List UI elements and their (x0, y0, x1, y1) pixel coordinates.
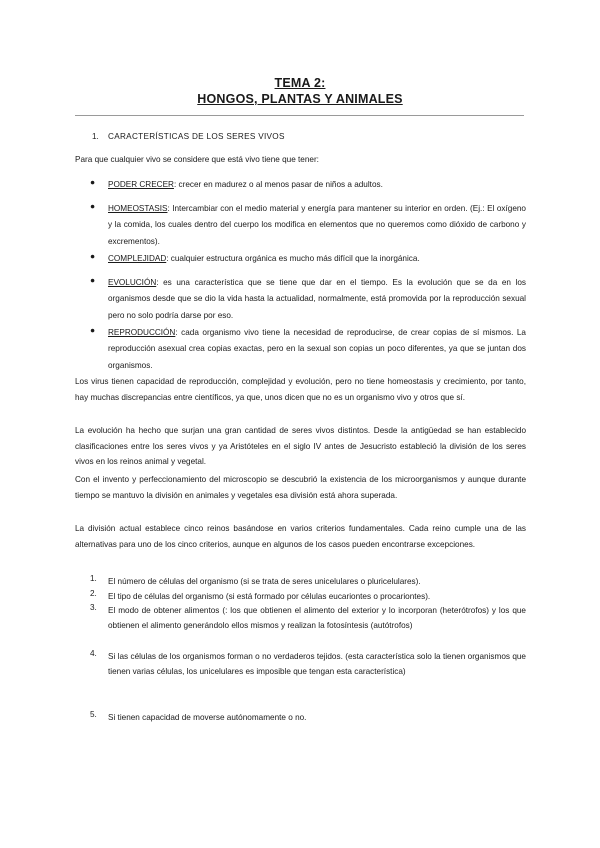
bullet-text: : Intercambiar con el medio material y energía para mantener su interior en orden. (Ej.: El oxígeno y la comida, los cuales dentro del cuerpo los modifica en elementos que no queremos como dióxido de carbono y excrementos). (108, 204, 526, 246)
criteria-item: El modo de obtener alimentos (: los que obtienen el alimento del exterior y lo incorporan (heterótrofos) y los que obtienen el alimento generándolo ellos mismos y realizan la fotosíntesis (autótrofos) (108, 606, 526, 631)
list-number: 3. (90, 603, 97, 612)
section-heading: CARACTERÍSTICAS DE LOS SERES VIVOS (108, 132, 285, 141)
document-title-line2: HONGOS, PLANTAS Y ANIMALES (197, 92, 403, 106)
bullet-text: : es una característica que se tiene que dar en el tiempo. Es la evolución que se da en los organismos desde que se dio la vida hasta la actualidad, normalmente, está promovida por la reproducción sexual pero no solo podría darse por eso. (108, 278, 526, 320)
paragraph-five-kingdoms: La división actual establece cinco reinos basándose en varios criterios fundamentales. Cada reino cumple una de las alternativas para uno de los cinco criterios, aunque en algunos de los casos pueden encontrarse excepciones. (75, 524, 526, 549)
bullet-dot: ● (90, 275, 96, 285)
list-number: 5. (90, 710, 97, 719)
criteria-item: El número de células del organismo (si se trata de seres unicelulares o pluricelulares). (108, 577, 421, 586)
bullet-item (108, 251, 526, 267)
bullet-term: PODER CRECER (108, 180, 174, 189)
bullet-dot: ● (90, 251, 96, 261)
paragraph-microscope: Con el invento y perfeccionamiento del microscopio se descubrió la existencia de los microorganismos y aunque durante tiempo se mantuvo la división en animales y vegetales esa división está ahora superada. (75, 475, 526, 500)
section-number: 1. (92, 132, 99, 141)
bullet-item (108, 325, 526, 374)
bullet-term: COMPLEJIDAD (108, 254, 167, 263)
criteria-item: Si tienen capacidad de moverse autónomamente o no. (108, 713, 307, 722)
intro-paragraph: Para que cualquier vivo se considere que está vivo tiene que tener: (75, 155, 319, 164)
bullet-dot: ● (90, 177, 96, 187)
bullet-text: : cualquier estructura orgánica es mucho más difícil que la inorgánica. (166, 254, 420, 263)
list-number: 2. (90, 589, 97, 598)
bullet-term: HOMEOSTASIS (108, 204, 168, 213)
title-divider (75, 115, 524, 116)
criteria-item: El tipo de células del organismo (si está formado por células eucariontes o procariontes). (108, 592, 431, 601)
bullet-item (108, 201, 526, 250)
paragraph-evolution: La evolución ha hecho que surjan una gran cantidad de seres vivos distintos. Desde la antigüedad se han establecido clasificaciones entre los seres vivos y ya Aristóteles en el siglo IV antes de Jesucristo estableció la división de los seres vivos en los reinos animal y vegetal. (75, 426, 526, 466)
bullet-term: EVOLUCIÓN (108, 278, 157, 287)
document-title-line1: TEMA 2: (274, 76, 326, 90)
bullet-text: : crecer en madurez o al menos pasar de niños a adultos. (173, 180, 383, 189)
bullet-dot: ● (90, 201, 96, 211)
bullet-item (108, 177, 526, 193)
paragraph-virus: Los virus tienen capacidad de reproducción, complejidad y evolución, pero no tiene homeostasis y crecimiento, por tanto, hay muchas discrepancias entre científicos, ya que, unos dicen que no es un organismo vivo y otros que sí. (75, 377, 526, 402)
bullet-item (108, 275, 526, 324)
criteria-item: Si las células de los organismos forman o no verdaderos tejidos. (esta característica solo la tienen organismos que tienen varias células, los unicelulares es imposible que tengan esta característica) (108, 652, 526, 677)
bullet-dot: ● (90, 325, 96, 335)
list-number: 1. (90, 574, 97, 583)
bullet-text: : cada organismo vivo tiene la necesidad de reproducirse, de crear copias de sí mismos. La reproducción asexual crea copias exactas, pero en la sexual son copias un poco diferentes, ya que se juntan dos organismos. (108, 328, 526, 370)
list-number: 4. (90, 649, 97, 658)
bullet-term: REPRODUCCIÓN (108, 328, 176, 337)
